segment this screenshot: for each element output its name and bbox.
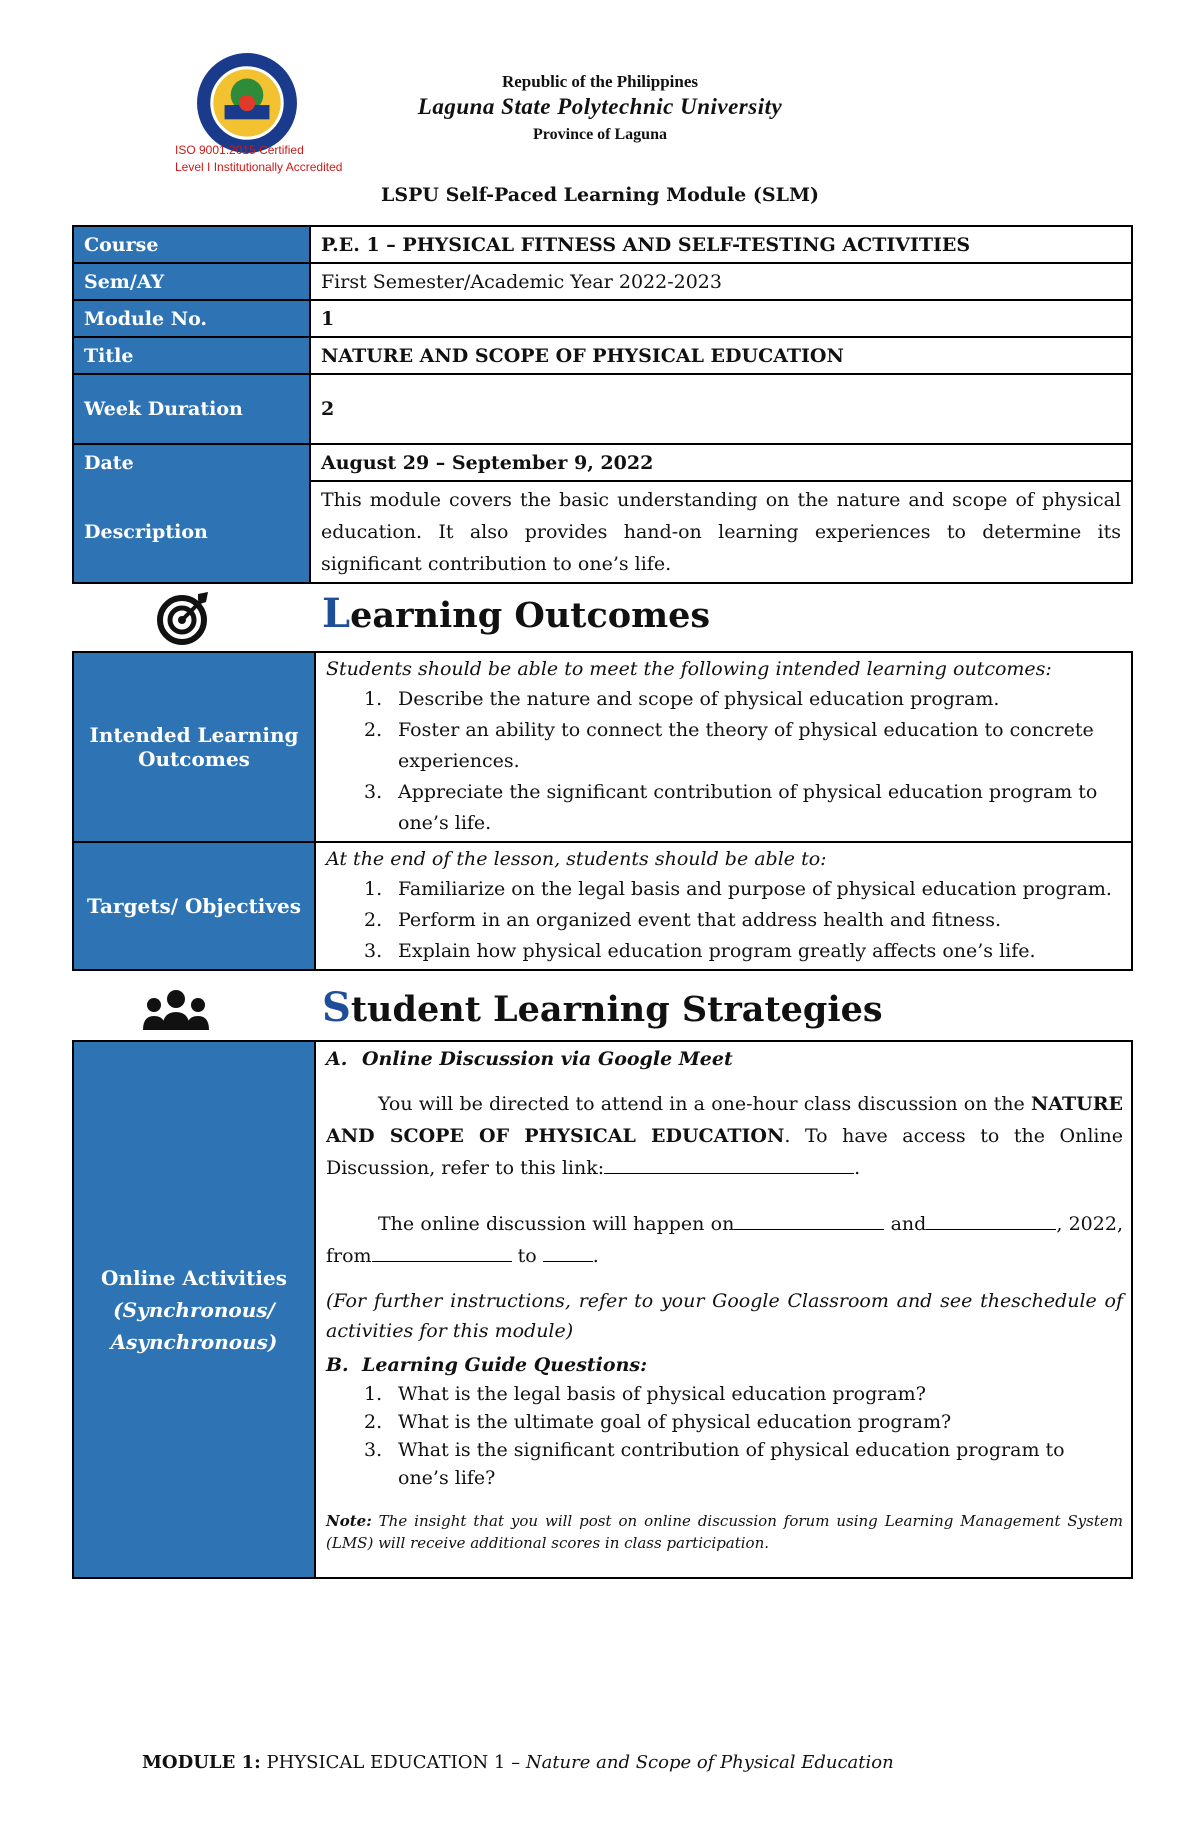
footer-dash: – <box>511 1752 521 1773</box>
outcomes-table <box>72 651 1133 971</box>
footer-module: MODULE 1: <box>142 1752 261 1773</box>
list-item: Familiarize on the legal basis and purpose of physical education program. <box>398 878 1112 900</box>
text: You will be directed to attend in a one-hour class discussion on the <box>378 1093 1031 1115</box>
info-value: NATURE AND SCOPE OF PHYSICAL EDUCATION <box>310 337 1132 374</box>
info-label: Sem/AY <box>73 263 310 300</box>
section-title: Online Discussion via Google Meet <box>362 1048 733 1070</box>
info-label: Week Duration <box>73 374 310 444</box>
label-main: Online Activities <box>101 1265 287 1290</box>
section-title: Learning Guide Questions: <box>362 1354 648 1376</box>
info-row-module-no <box>73 300 1132 337</box>
strategies-table <box>72 1040 1133 1579</box>
list-item: What is the ultimate goal of physical education program? <box>398 1411 952 1433</box>
list-item: What is the legal basis of physical education program? <box>398 1383 926 1405</box>
course-info-table <box>72 225 1133 584</box>
date-blank[interactable] <box>926 1211 1056 1230</box>
heading-rest: tudent Learning Strategies <box>350 989 883 1030</box>
note-text <box>326 1510 1123 1554</box>
republic-heading: Republic of the Philippines <box>501 72 698 91</box>
strategies-heading <box>322 984 883 1031</box>
list-item: Foster an ability to connect the theory of physical education to concrete experiences. <box>398 719 1094 772</box>
learning-outcomes-heading <box>322 590 710 637</box>
targets-label: Targets/ Objectives <box>73 842 315 970</box>
module-type-title: LSPU Self-Paced Learning Module (SLM) <box>381 184 819 206</box>
time-blank[interactable] <box>543 1243 593 1262</box>
info-value: This module covers the basic understanding on the nature and scope of physical education. It also provides hand-on learning experiences to determine its significant contribution to one’s life. <box>310 481 1132 583</box>
info-row-course <box>73 226 1132 263</box>
info-row-week-duration <box>73 374 1132 444</box>
info-value: 2 <box>310 374 1132 444</box>
info-row-date <box>73 444 1132 481</box>
link-blank[interactable] <box>604 1155 854 1174</box>
info-label: Description <box>73 481 310 583</box>
targets-row <box>73 842 1132 970</box>
footer-course: PHYSICAL EDUCATION 1 <box>266 1752 506 1773</box>
page-footer <box>142 1752 894 1773</box>
label-sub2: Asynchronous) <box>110 1329 278 1354</box>
info-value: August 29 – September 9, 2022 <box>310 444 1132 481</box>
list-item: Perform in an organized event that address health and fitness. <box>398 909 1002 931</box>
label-sub1: (Synchronous/ <box>113 1297 275 1322</box>
info-label: Module No. <box>73 300 310 337</box>
section-letter: A. <box>326 1048 348 1070</box>
section-b-heading <box>326 1350 1123 1380</box>
info-row-sem <box>73 263 1132 300</box>
list-item: What is the significant contribution of physical education program to one’s life? <box>398 1439 1065 1489</box>
discussion-paragraph: You will be directed to attend in a one-hour class discussion on the NATURE AND SCOPE OF PHYSICAL EDUCATION. To have access to the Online Discussion, refer to this link: . <box>326 1093 1123 1179</box>
target-icon <box>156 590 212 646</box>
online-activities-label <box>73 1041 315 1578</box>
university-name: Laguna State Polytechnic University <box>417 94 783 119</box>
note-body: The insight that you will post on online discussion forum using Learning Management System (LMS) will receive additional scores in class participation. <box>326 1512 1123 1552</box>
section-letter: B. <box>326 1354 349 1376</box>
intended-outcomes-label <box>73 652 315 842</box>
info-row-description <box>73 481 1132 583</box>
note-label: Note: <box>326 1512 372 1530</box>
heading-cap: L <box>322 590 351 637</box>
text: and <box>890 1213 927 1235</box>
info-value: First Semester/Academic Year 2022-2023 <box>310 263 1132 300</box>
online-activities-content <box>315 1041 1132 1578</box>
date-blank[interactable] <box>734 1211 884 1230</box>
intended-list <box>326 684 1131 839</box>
footer-subtitle: Nature and Scope of Physical Education <box>525 1752 894 1773</box>
info-row-title <box>73 337 1132 374</box>
text: The online discussion will happen on <box>378 1213 735 1235</box>
intended-intro: Students should be able to meet the following intended learning outcomes: <box>326 658 1052 680</box>
heading-rest: earning Outcomes <box>350 595 711 636</box>
list-item: Explain how physical education program greatly affects one’s life. <box>398 940 1036 962</box>
accreditation-level: Level I Institutionally Accredited <box>175 160 343 174</box>
text: to <box>517 1245 537 1267</box>
group-users-icon <box>142 988 210 1034</box>
time-blank[interactable] <box>372 1243 512 1262</box>
iso-certification: ISO 9001:2015 Certified <box>175 143 304 157</box>
list-item: Appreciate the significant contribution of physical education program to one’s life. <box>398 781 1098 834</box>
instructions-text: (For further instructions, refer to your Google Classroom and see theschedule of activities for this module) <box>326 1290 1123 1342</box>
heading-cap: S <box>322 984 351 1031</box>
info-value: P.E. 1 – PHYSICAL FITNESS AND SELF-TESTING ACTIVITIES <box>310 226 1132 263</box>
section-a-heading <box>326 1044 1123 1074</box>
targets-list <box>326 874 1131 967</box>
label-text: Intended Learning Outcomes <box>89 723 299 771</box>
list-item: Describe the nature and scope of physical education program. <box>398 688 1000 710</box>
text-bold: NATURE AND SCOPE OF PHYSICAL EDUCATION <box>326 1093 1123 1147</box>
text: from <box>326 1245 372 1267</box>
targets-content <box>315 842 1132 970</box>
intended-outcomes-content <box>315 652 1132 842</box>
info-value: 1 <box>310 300 1132 337</box>
province-heading: Province of Laguna <box>533 126 667 143</box>
info-label: Title <box>73 337 310 374</box>
text: . To have access to the Online Discussion, refer to this link: <box>326 1125 1123 1179</box>
info-label: Date <box>73 444 310 481</box>
online-activities-row <box>73 1041 1132 1578</box>
text: , 2022, <box>1056 1213 1123 1235</box>
targets-intro: At the end of the lesson, students should be able to: <box>326 848 827 870</box>
guide-questions-list <box>326 1380 1093 1492</box>
info-label: Course <box>73 226 310 263</box>
schedule-paragraph: The online discussion will happen on and , 2022, from to . <box>326 1213 1123 1267</box>
intended-outcomes-row <box>73 652 1132 842</box>
